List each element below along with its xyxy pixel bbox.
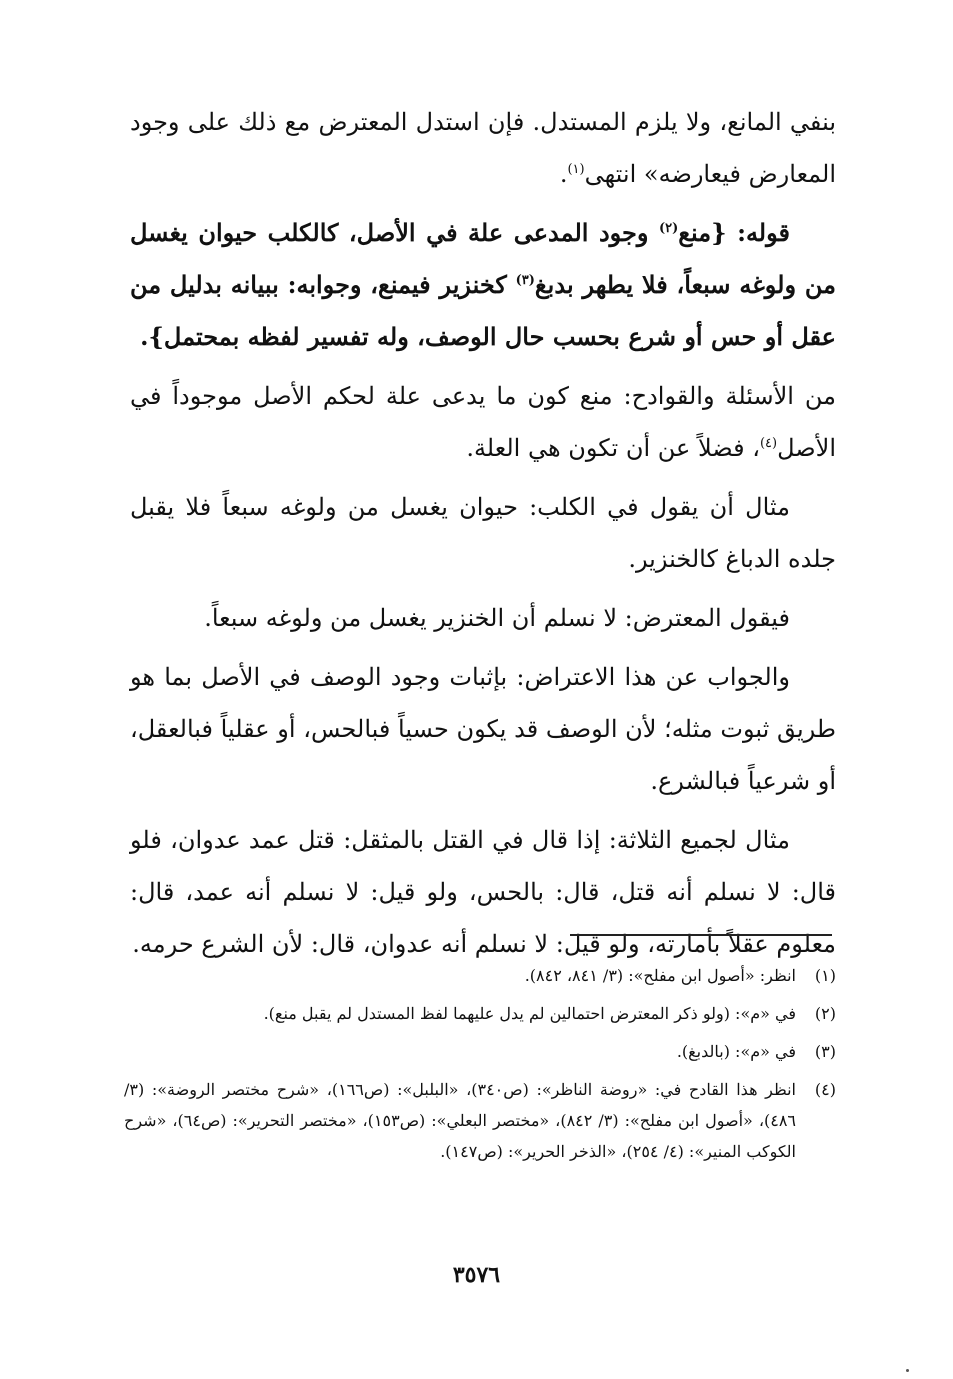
footnote-ref-4: (٤) xyxy=(759,436,778,451)
paragraph-3-text: من الأسئلة والقوادح: منع كون ما يدعى علة لحكم الأصل موجوداً في الأصل xyxy=(130,382,836,462)
footnote-number: (٤) xyxy=(814,1080,836,1099)
footnote-2 xyxy=(124,998,836,1029)
paragraph-1-text: بنفي المانع، ولا يلزم المستدل. فإن استدل المعترض مع ذلك على وجود المعارض فيعارضه» انتهى xyxy=(130,108,836,188)
paragraph-2-middle: وجود المدعى علة في الأصل، كالكلب حيوان يغسل من ولوغه سبعاً، فلا يطهر بدبغ xyxy=(130,218,836,299)
footnote-ref-2: (٢) xyxy=(658,221,679,236)
footnote-1 xyxy=(124,960,836,991)
paragraph-4 xyxy=(130,481,836,585)
paragraph-2-text: قوله: {منع xyxy=(678,218,790,247)
footnote-text: انظر: «أصول ابن مفلح»: (٣/ ٨٤١، ٨٤٢). xyxy=(524,966,796,985)
scan-speck xyxy=(906,1369,909,1372)
footnote-text: في «م»: (بالدبغ). xyxy=(676,1042,796,1061)
footnote-text: انظر هذا القادح في: «روضة الناظر»: (ص٣٤٠)، «البلبل»: (ص١٦٦)، «شرح مختصر الروضة»: (٣/ ٤٨٦)، «أصول ابن مفلح»: (٣/ ٨٤٢)، «مختصر البعلي»: (ص١٥٣)، «مختصر التحرير»: (ص٦٤)، «شرح الكوكب المنير»: (٤/ ٢٥٤)، «الذخر الحرير»: (ص١٤٧). xyxy=(124,1080,797,1161)
footnote-number: (٣) xyxy=(814,1042,836,1061)
footnote-number: (٢) xyxy=(814,1004,836,1023)
footnote-4 xyxy=(124,1074,836,1167)
footnote-ref-1: (١) xyxy=(567,162,585,177)
paragraph-5-text: فيقول المعترض: لا نسلم أن الخنزير يغسل من ولوغه سبعاً. xyxy=(204,604,790,632)
footnote-3 xyxy=(124,1036,836,1067)
footnote-ref-3: (٣) xyxy=(515,273,535,288)
page-number: ٣٥٧٦ xyxy=(452,1262,501,1288)
main-text xyxy=(130,96,836,977)
footnotes xyxy=(124,960,836,1174)
footnote-separator xyxy=(570,934,832,936)
paragraph-5 xyxy=(130,592,836,644)
footnote-text: في «م»: (ولو ذكر المعترض احتمالين لم يدل عليهما لفظ المستدل لم يقبل منع). xyxy=(263,1004,796,1023)
paragraph-3-end: ، فضلاً عن أن تكون هي العلة. xyxy=(466,434,760,462)
paragraph-1-end: . xyxy=(559,160,568,188)
paragraph-1 xyxy=(130,96,836,200)
paragraph-6-text: والجواب عن هذا الاعتراض: بإثبات وجود الوصف في الأصل بما هو طريق ثبوت مثله؛ لأن الوصف قد يكون حسياً فبالحس، أو عقلياً فبالعقل، أو شرعياً فبالشرع. xyxy=(130,663,836,795)
footnote-number: (١) xyxy=(814,966,836,985)
paragraph-2-matn xyxy=(130,207,836,363)
paragraph-4-text: مثال أن يقول في الكلب: حيوان يغسل من ولوغه سبعاً فلا يقبل جلده الدباغ كالخنزير. xyxy=(130,493,836,573)
paragraph-6 xyxy=(130,651,836,807)
paragraph-7-text: مثال لجميع الثلاثة: إذا قال في القتل بالمثقل: قتل عمد عدوان، فلو قال: لا نسلم أنه قتل، قال: بالحس، ولو قيل: لا نسلم أنه عمد، قال: معلوم عقلاً بأمارته، ولو قيل: لا نسلم أنه عدوان، قال: لأن الشرع حرمه. xyxy=(130,826,836,958)
paragraph-7 xyxy=(130,814,836,970)
paragraph-2-end: كخنزير فيمنع، وجوابه: ببيانه بدليل من عقل أو حس أو شرع بحسب حال الوصف، وله تفسير لفظه بمحتمل}. xyxy=(130,270,836,351)
paragraph-3 xyxy=(130,370,836,474)
